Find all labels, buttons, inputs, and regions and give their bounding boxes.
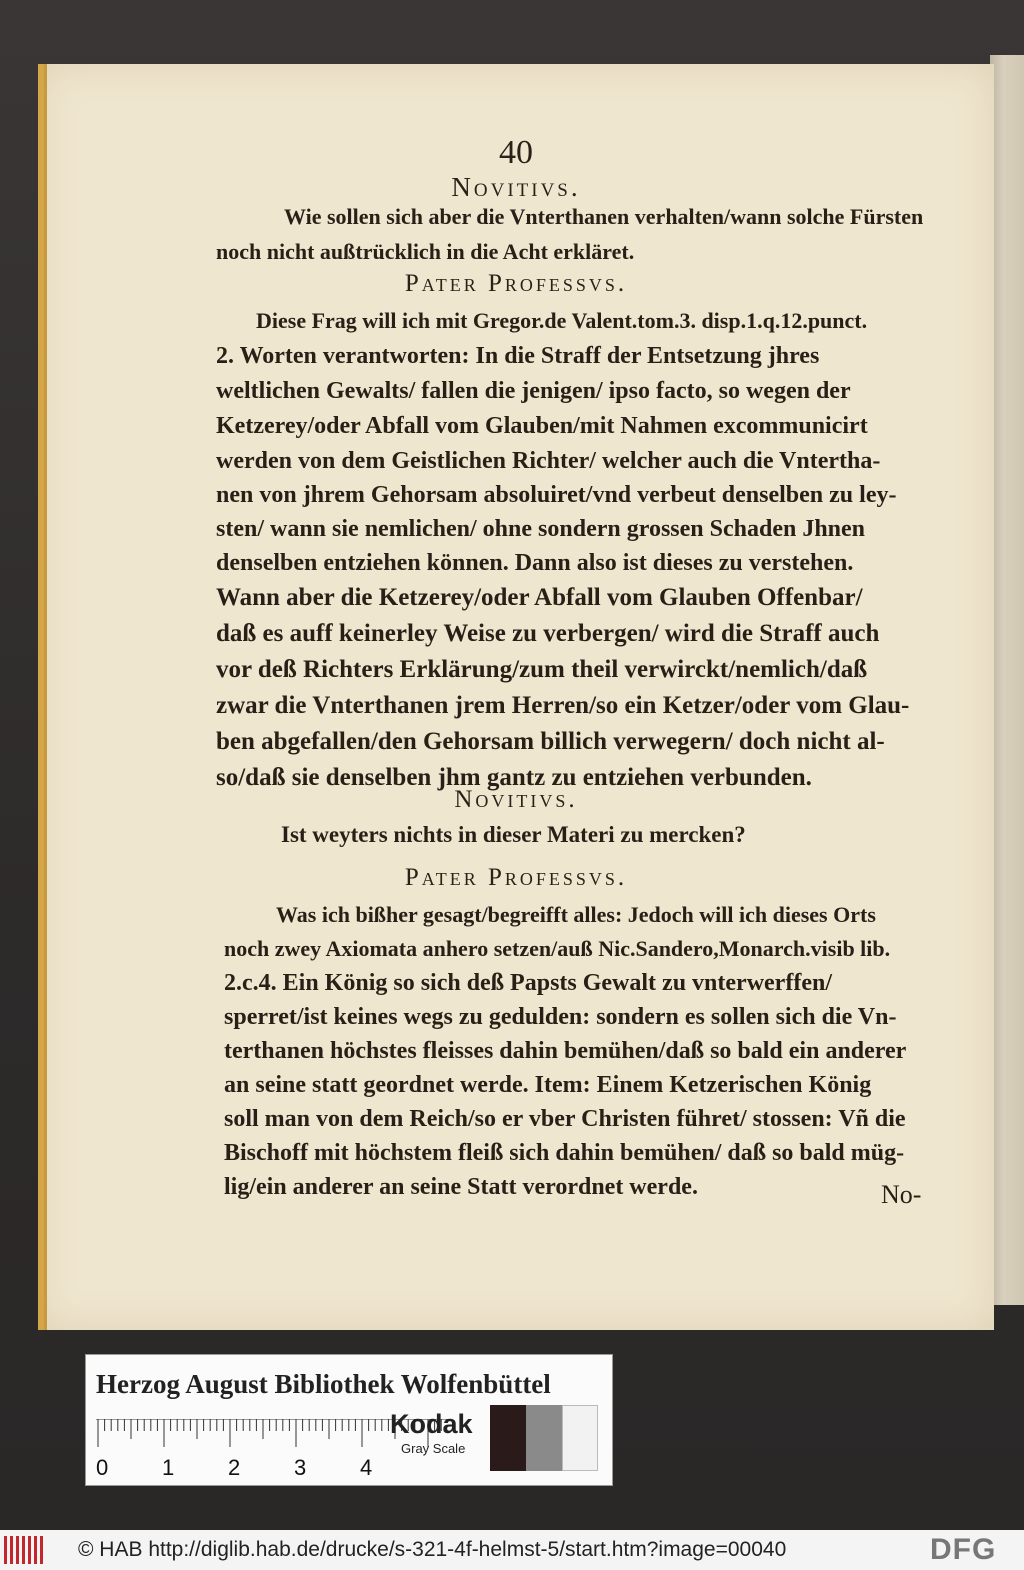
text-line: Was ich bißher gesagt/begreifft alles: Jedoch will ich dieses Orts [276, 902, 876, 927]
text-line: soll man von dem Reich/so er vber Christen führet/ stossen: Vñ die [224, 1106, 906, 1132]
copyright-link[interactable]: © HAB http://diglib.hab.de/drucke/s-321-4f-helmst-5/start.htm?image=00040 [78, 1538, 787, 1561]
speaker-heading: Novitivs. [451, 172, 581, 202]
text-line: Bischoff mit höchstem fleiß sich dahin bemühen/ daß so bald müg- [224, 1140, 905, 1166]
barcode-icon [4, 1536, 46, 1564]
white-swatch [562, 1405, 598, 1471]
ruler-number: 4 [360, 1455, 373, 1480]
black-swatch [490, 1405, 526, 1471]
ruler-number: 2 [228, 1455, 241, 1480]
text-line: werden von dem Geistlichen Richter/ welcher auch die Vntertha- [216, 448, 881, 474]
text-line: Wie sollen sich aber die Vnterthanen verhalten/wann solche Fürsten [284, 204, 924, 229]
next-page-edge [990, 55, 1024, 1305]
text-line: so/daß sie denselben jhm gantz zu entziehen verbunden. [216, 764, 812, 791]
text-line: 2.c.4. Ein König so sich deß Papsts Gewalt zu vnterwerffen/ [224, 970, 832, 996]
text-line: Ketzerey/oder Abfall vom Glauben/mit Nahmen excommunicirt [216, 413, 868, 439]
text-line: vor deß Richters Erklärung/zum theil verwirckt/nemlich/daß [216, 656, 868, 683]
catchword: No- [881, 1180, 922, 1209]
ruler-numbers [96, 1455, 456, 1481]
book-page [38, 64, 994, 1330]
dfg-logo: DFG [930, 1533, 997, 1566]
gray-scale-label: Gray Scale [401, 1441, 466, 1456]
speaker-heading: Pater Professvs. [404, 864, 628, 891]
text-line: nen von jhrem Gehorsam absoluiret/vnd verbeut denselben zu ley- [216, 482, 897, 508]
ruler-number: 0 [96, 1455, 109, 1480]
text-line: terthanen höchstes fleisses dahin bemühen/daß so bald ein anderer [224, 1038, 907, 1064]
text-line: Wann aber die Ketzerey/oder Abfall vom Glauben Offenbar/ [216, 584, 863, 611]
text-line: noch zwey Axiomata anhero setzen/auß Nic.Sandero,Monarch.visib lib. [224, 936, 891, 961]
text-line: lig/ein anderer an seine Statt verordnet werde. [224, 1174, 698, 1200]
text-line: an seine statt geordnet werde. Item: Einem Ketzerischen König [224, 1072, 872, 1098]
text-line: sten/ wann sie nemlichen/ ohne sondern grossen Schaden Jhnen [216, 516, 866, 542]
gray-swatch [526, 1405, 562, 1471]
ruler-number: 1 [162, 1455, 175, 1480]
ruler-number: 3 [294, 1455, 307, 1480]
text-line: noch nicht außtrücklich in die Acht erkläret. [216, 239, 635, 264]
text-line: daß es auff keinerley Weise zu verbergen/ wird die Straff auch [216, 620, 880, 647]
text-line: Ist weyters nichts in dieser Materi zu mercken? [281, 822, 746, 847]
text-line: ben abgefallen/den Gehorsam billich verwegern/ doch nicht al- [216, 728, 885, 755]
kodak-logo: Kodak [390, 1409, 473, 1439]
text-line: 2. Worten verantworten: In die Straff der Entsetzung jhres [216, 343, 820, 369]
text-line: zwar die Vnterthanen jrem Herren/so ein Ketzer/oder vom Glau- [216, 692, 910, 719]
page-text-area [0, 64, 932, 1330]
color-calibration-card [86, 1355, 612, 1485]
speaker-heading: Novitivs. [454, 786, 578, 813]
speaker-heading: Pater Professvs. [404, 270, 628, 297]
text-line: denselben entziehen können. Dann also ist dieses zu verstehen. [216, 550, 854, 576]
text-line: weltlichen Gewalts/ fallen die jenigen/ ipso facto, so wegen der [216, 378, 851, 404]
footer-bar [0, 1530, 1024, 1570]
card-title: Herzog August Bibliothek Wolfenbüttel [96, 1369, 551, 1399]
page-number: 40 [499, 134, 533, 171]
text-line: Diese Frag will ich mit Gregor.de Valent.tom.3. disp.1.q.12.punct. [256, 308, 868, 333]
text-line: sperret/ist keines wegs zu gedulden: sondern es sollen sich die Vn- [224, 1004, 897, 1030]
